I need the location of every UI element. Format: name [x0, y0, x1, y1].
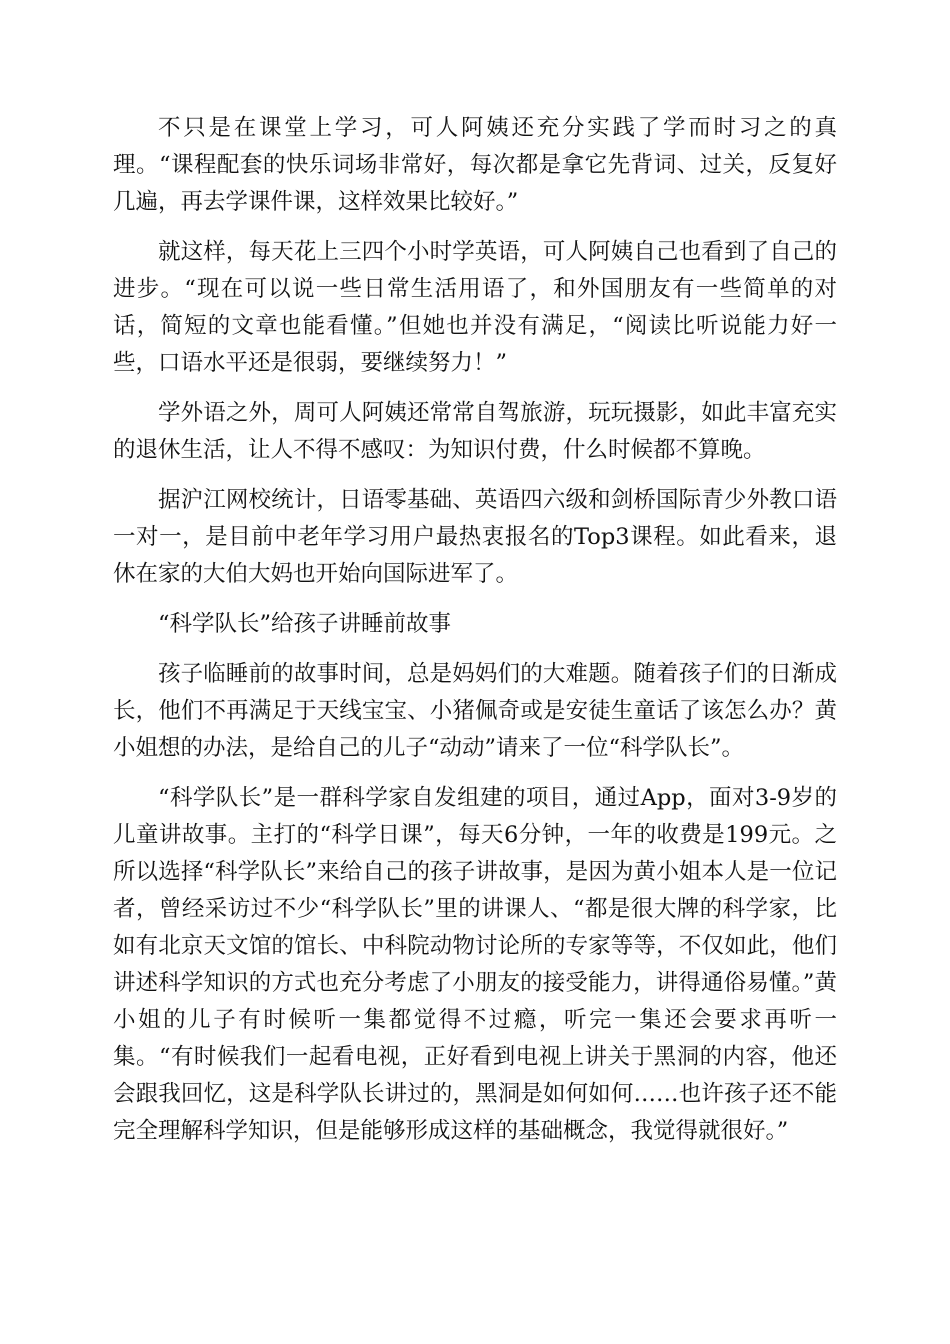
section-heading: “科学队长”给孩子讲睡前故事 — [158, 611, 452, 637]
paragraph-3: 学外语之外，周可人阿姨还常常自驾旅游，玩玩摄影，如此丰富充实的退休生活，让人不得不感叹：为知识付费，什么时候都不算晚。 — [113, 400, 837, 463]
document-body — [113, 110, 837, 1163]
paragraph-5: 孩子临睡前的故事时间，总是妈妈们的大难题。随着孩子们的日渐成长，他们不再满足于天线宝宝、小猪佩奇或是安徒生童话了该怎么办？黄小姐想的办法，是给自己的儿子“动动”请来了一位“科学队长”。 — [113, 661, 837, 761]
paragraph-6: “科学队长”是一群科学家自发组建的项目，通过App，面对3-9岁的儿童讲故事。主打的“科学日课”，每天6分钟，一年的收费是199元。之所以选择“科学队长”来给自己的孩子讲故事，是因为黄小姐本人是一位记者，曾经采访过不少“科学队长”里的讲课人、“都是很大牌的科学家，比如有北京天文馆的馆长、中科院动物讨论所的专家等等，不仅如此，他们讲述科学知识的方式也充分考虑了小朋友的接受能力，讲得通俗易懂。”黄小姐的儿子有时候听一集都觉得不过瘾，听完一集还会要求再听一集。“有时候我们一起看电视，正好看到电视上讲关于黑洞的内容，他还会跟我回忆，这是科学队长讲过的，黑洞是如何如何……也许孩子还不能完全理解科学知识，但是能够形成这样的基础概念，我觉得就很好。” — [113, 785, 837, 1144]
paragraph-2: 就这样，每天花上三四个小时学英语，可人阿姨自己也看到了自己的进步。“现在可以说一些日常生活用语了，和外国朋友有一些简单的对话，简短的文章也能看懂。”但她也并没有满足，“阅读比听说能力好一些，口语水平还是很弱，要继续努力！” — [113, 239, 837, 376]
paragraph-4: 据沪江网校统计，日语零基础、英语四六级和剑桥国际青少外教口语一对一，是目前中老年学习用户最热衷报名的Top3课程。如此看来，退休在家的大伯大妈也开始向国际进军了。 — [113, 487, 837, 587]
paragraph-1: 不只是在课堂上学习，可人阿姨还充分实践了学而时习之的真理。“课程配套的快乐词场非常好，每次都是拿它先背词、过关，反复好几遍，再去学课件课，这样效果比较好。” — [113, 115, 837, 215]
